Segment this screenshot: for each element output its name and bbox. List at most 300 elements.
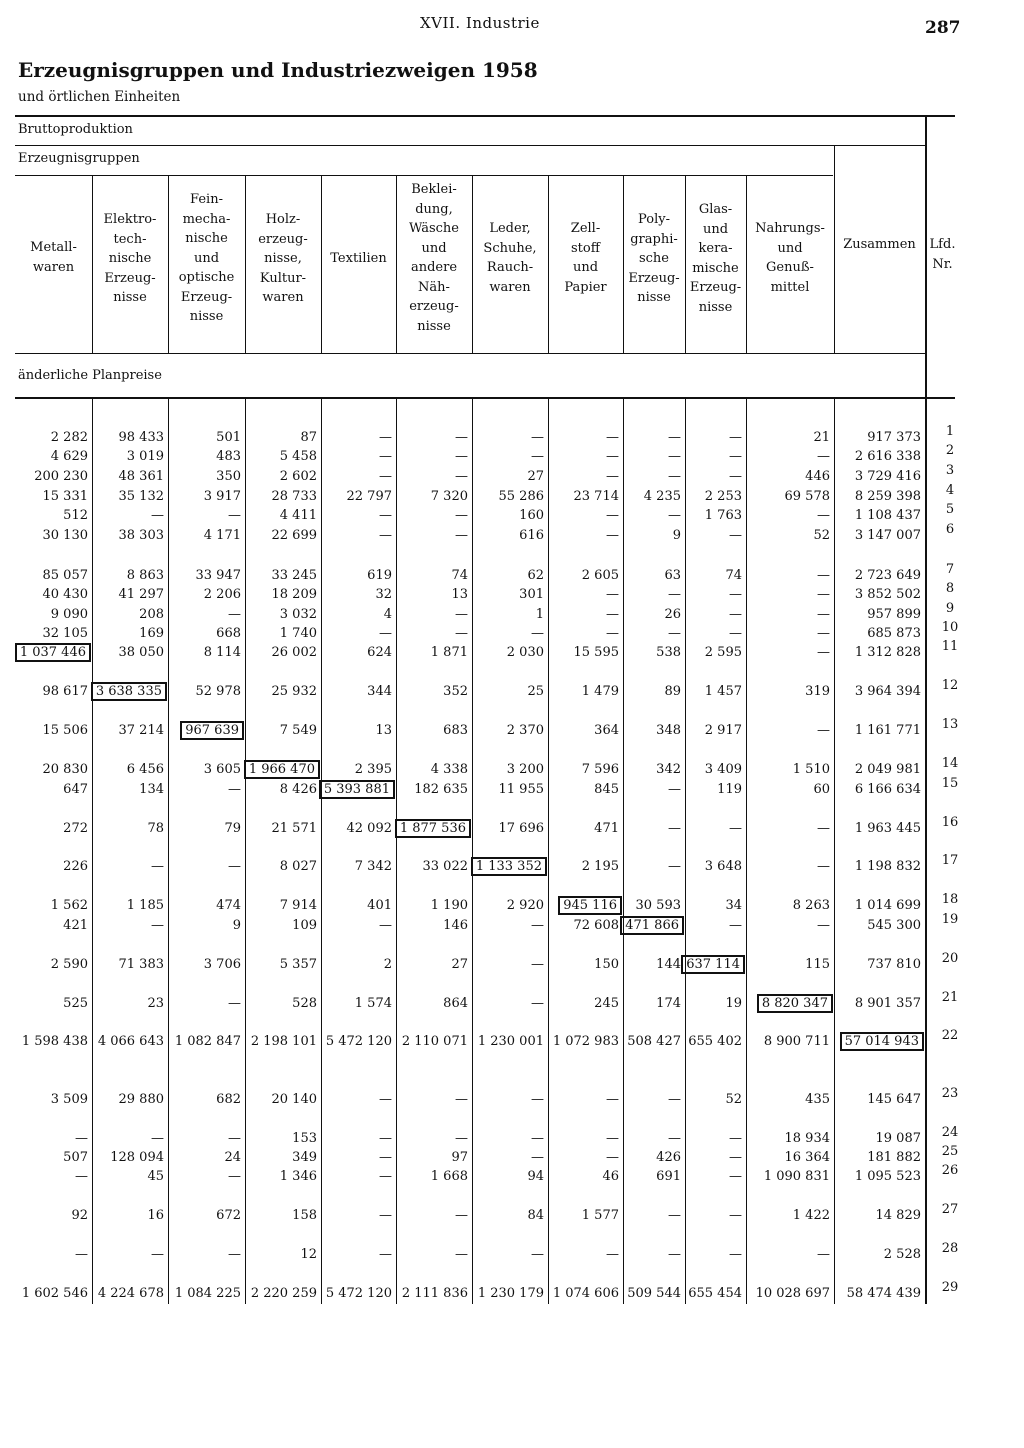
cell-value: 525 bbox=[63, 996, 88, 1011]
cell-value: 7 914 bbox=[279, 898, 317, 913]
table-cell bbox=[644, 487, 681, 506]
table-cell bbox=[204, 760, 241, 779]
cell-value: 18 934 bbox=[784, 1131, 830, 1146]
table-cell bbox=[705, 857, 742, 876]
cell-value: 58 474 439 bbox=[846, 1286, 921, 1301]
cell-value: 115 bbox=[805, 957, 830, 972]
table-cell bbox=[272, 566, 318, 585]
column-header-10 bbox=[685, 200, 746, 317]
cell-value: 7 342 bbox=[354, 859, 392, 874]
cell-value: 119 bbox=[717, 782, 742, 797]
table-cell bbox=[531, 955, 544, 974]
cell-value: — bbox=[817, 723, 830, 738]
cell-value: — bbox=[379, 1247, 392, 1262]
cell-value: 2 bbox=[383, 957, 392, 972]
table-cell bbox=[98, 1032, 164, 1051]
table-cell bbox=[785, 487, 831, 506]
cell-value: 38 303 bbox=[118, 528, 164, 543]
cell-value: 9 090 bbox=[50, 607, 88, 622]
cell-value: 1 763 bbox=[704, 508, 742, 523]
cell-value: 1 230 001 bbox=[477, 1034, 544, 1049]
column-header-line: Fein- bbox=[190, 192, 223, 207]
table-cell bbox=[817, 819, 830, 838]
cell-value: 21 571 bbox=[271, 821, 317, 836]
rule-colheads bbox=[15, 353, 925, 354]
table-cell bbox=[228, 857, 241, 876]
section-header: XVII. Industrie bbox=[420, 14, 540, 32]
cell-value: — bbox=[228, 1131, 241, 1146]
table-cell bbox=[725, 896, 742, 915]
table-cell bbox=[196, 566, 242, 585]
cell-value: 401 bbox=[367, 898, 392, 913]
cell-value: 647 bbox=[63, 782, 88, 797]
table-cell bbox=[196, 682, 242, 701]
table-cell bbox=[855, 487, 921, 506]
cell-value: 864 bbox=[443, 996, 468, 1011]
cell-value: — bbox=[379, 528, 392, 543]
cell-value: 683 bbox=[443, 723, 468, 738]
cell-value: 169 bbox=[139, 626, 164, 641]
table-cell bbox=[43, 526, 89, 545]
cell-value: 5 472 120 bbox=[325, 1034, 392, 1049]
table-cell bbox=[51, 447, 88, 466]
cell-value: 2 616 338 bbox=[854, 449, 921, 464]
cell-value: 1 510 bbox=[792, 762, 830, 777]
cell-value: — bbox=[817, 449, 830, 464]
cell-value: 2 198 101 bbox=[250, 1034, 317, 1049]
cell-value: — bbox=[455, 1131, 468, 1146]
diagonal-value: 1 133 352 bbox=[471, 857, 547, 876]
cell-value: 145 647 bbox=[867, 1092, 921, 1107]
zusammen-divider bbox=[834, 146, 835, 176]
cell-value: 2 395 bbox=[354, 762, 392, 777]
cell-value: 23 714 bbox=[573, 489, 619, 504]
table-cell bbox=[355, 994, 392, 1013]
table-cell bbox=[228, 780, 241, 799]
table-cell bbox=[216, 1090, 241, 1109]
cell-value: — bbox=[606, 1131, 619, 1146]
cell-value: — bbox=[379, 508, 392, 523]
cell-value: 16 bbox=[147, 1208, 164, 1223]
column-header-line: Glas- bbox=[698, 202, 733, 217]
table-row bbox=[0, 951, 1024, 974]
diagonal-value: 471 866 bbox=[620, 916, 684, 935]
table-cell bbox=[280, 780, 317, 799]
table-row bbox=[0, 483, 1024, 506]
cell-value: — bbox=[729, 1131, 742, 1146]
cell-value: — bbox=[729, 918, 742, 933]
cell-value: 344 bbox=[367, 684, 392, 699]
cell-value: 30 593 bbox=[635, 898, 681, 913]
table-cell bbox=[280, 624, 317, 643]
table-cell bbox=[379, 624, 392, 643]
column-header-line: Wäsche bbox=[408, 221, 459, 236]
table-cell bbox=[668, 467, 681, 486]
cell-value: 16 364 bbox=[784, 1150, 830, 1165]
cell-value: 19 bbox=[725, 996, 742, 1011]
cell-value: — bbox=[729, 528, 742, 543]
table-cell bbox=[204, 487, 241, 506]
diagonal-value: 1 877 536 bbox=[395, 819, 471, 838]
column-header-line: nisse bbox=[637, 290, 671, 305]
table-cell bbox=[280, 721, 317, 740]
table-cell bbox=[127, 447, 164, 466]
cell-value: — bbox=[606, 449, 619, 464]
table-cell bbox=[224, 1148, 241, 1167]
cell-value: — bbox=[228, 607, 241, 622]
cell-value: — bbox=[379, 626, 392, 641]
row-number: 27 bbox=[941, 1202, 959, 1217]
cell-value: 4 235 bbox=[643, 489, 681, 504]
cell-value: — bbox=[531, 1150, 544, 1165]
column-header-line: Beklei- bbox=[411, 182, 457, 197]
cell-value: — bbox=[729, 587, 742, 602]
table-row bbox=[0, 562, 1024, 585]
erzeugnisgruppen-label: Erzeugnisgruppen bbox=[18, 151, 140, 166]
table-cell bbox=[51, 955, 88, 974]
table-row bbox=[0, 815, 1024, 838]
cell-value: 2 110 071 bbox=[401, 1034, 468, 1049]
table-cell bbox=[725, 1090, 742, 1109]
row-number: 11 bbox=[941, 639, 959, 654]
table-cell bbox=[119, 1090, 165, 1109]
cell-value: — bbox=[729, 821, 742, 836]
table-cell bbox=[147, 1206, 164, 1225]
table-row bbox=[0, 443, 1024, 466]
table-cell bbox=[204, 526, 241, 545]
cell-value: 2 030 bbox=[506, 645, 544, 660]
cell-value: 9 bbox=[672, 528, 681, 543]
table-cell bbox=[668, 857, 681, 876]
cell-value: — bbox=[606, 1092, 619, 1107]
cell-value: 1 602 546 bbox=[21, 1286, 88, 1301]
table-cell bbox=[43, 682, 89, 701]
cell-value: — bbox=[75, 1169, 88, 1184]
table-cell bbox=[606, 1245, 619, 1264]
column-header-line: Nr. bbox=[932, 256, 953, 272]
cell-value: 1 346 bbox=[279, 1169, 317, 1184]
table-cell bbox=[51, 428, 88, 447]
cell-value: — bbox=[668, 821, 681, 836]
column-header-line: kera- bbox=[698, 241, 733, 256]
cell-value: 6 456 bbox=[126, 762, 164, 777]
table-cell bbox=[280, 896, 317, 915]
table-cell bbox=[817, 643, 830, 662]
column-header-line: optische bbox=[178, 270, 235, 285]
cell-value: 508 427 bbox=[627, 1034, 681, 1049]
table-cell bbox=[431, 1167, 468, 1186]
rule-erzeugnisgruppen bbox=[15, 175, 833, 176]
table-cell bbox=[451, 585, 468, 604]
cell-value: 364 bbox=[594, 723, 619, 738]
row-number: 12 bbox=[941, 678, 959, 693]
table-cell bbox=[855, 780, 921, 799]
diagonal-value: 57 014 943 bbox=[840, 1032, 924, 1051]
table-cell bbox=[582, 760, 619, 779]
table-cell bbox=[867, 1090, 921, 1109]
table-cell bbox=[606, 1129, 619, 1148]
cell-value: — bbox=[729, 1247, 742, 1262]
table-row bbox=[0, 581, 1024, 604]
table-cell bbox=[379, 1206, 392, 1225]
cell-value: 2 917 bbox=[704, 723, 742, 738]
table-row bbox=[0, 756, 1024, 779]
table-cell bbox=[272, 585, 318, 604]
table-cell bbox=[867, 955, 921, 974]
cell-value: — bbox=[668, 430, 681, 445]
table-cell bbox=[63, 994, 88, 1013]
cell-value: — bbox=[817, 568, 830, 583]
table-cell bbox=[402, 1284, 468, 1303]
column-header-line: Poly- bbox=[638, 212, 670, 227]
table-cell bbox=[527, 1167, 544, 1186]
table-cell bbox=[216, 447, 241, 466]
table-cell bbox=[594, 994, 619, 1013]
cell-value: — bbox=[668, 508, 681, 523]
table-cell bbox=[729, 605, 742, 624]
cell-value: — bbox=[531, 957, 544, 972]
cell-value: 20 140 bbox=[271, 1092, 317, 1107]
table-cell bbox=[817, 447, 830, 466]
cell-value: 446 bbox=[805, 469, 830, 484]
column-header-7 bbox=[472, 219, 548, 297]
cell-value: — bbox=[379, 430, 392, 445]
table-row bbox=[0, 502, 1024, 525]
column-header-line: mische bbox=[692, 260, 739, 276]
table-cell bbox=[51, 1090, 88, 1109]
table-cell bbox=[63, 1148, 88, 1167]
table-cell bbox=[251, 1032, 317, 1051]
table-cell bbox=[884, 1245, 921, 1264]
table-cell bbox=[379, 467, 392, 486]
table-cell bbox=[292, 1148, 317, 1167]
table-cell bbox=[855, 585, 921, 604]
table-cell bbox=[817, 857, 830, 876]
cell-value: 13 bbox=[451, 587, 468, 602]
column-header-line: waren bbox=[489, 279, 531, 295]
table-cell bbox=[668, 1090, 681, 1109]
table-row bbox=[0, 1028, 1024, 1051]
table-cell bbox=[292, 994, 317, 1013]
cell-value: 512 bbox=[63, 508, 88, 523]
cell-value: 1 072 983 bbox=[552, 1034, 619, 1049]
cell-value: 509 544 bbox=[627, 1286, 681, 1301]
cell-value: 3 019 bbox=[126, 449, 164, 464]
cell-value: 349 bbox=[292, 1150, 317, 1165]
table-cell bbox=[224, 819, 241, 838]
table-cell bbox=[855, 760, 921, 779]
cell-value: — bbox=[729, 430, 742, 445]
table-cell bbox=[379, 916, 392, 935]
cell-value: 128 094 bbox=[110, 1150, 164, 1165]
table-cell bbox=[455, 526, 468, 545]
table-cell bbox=[705, 506, 742, 525]
page-subtitle: und örtlichen Einheiten bbox=[18, 89, 181, 105]
column-header-line: Textilien bbox=[330, 251, 387, 266]
column-header-line: mecha- bbox=[182, 211, 231, 227]
cell-value: 52 bbox=[813, 528, 830, 543]
table-row bbox=[0, 463, 1024, 486]
table-cell bbox=[507, 643, 544, 662]
diagonal-value: 5 393 881 bbox=[319, 780, 395, 799]
table-cell bbox=[606, 605, 619, 624]
column-header-line: Kultur- bbox=[259, 270, 307, 286]
table-cell bbox=[63, 857, 88, 876]
table-cell bbox=[402, 1032, 468, 1051]
row-number: 18 bbox=[941, 892, 959, 907]
table-cell bbox=[574, 643, 620, 662]
table-cell bbox=[729, 1129, 742, 1148]
cell-value: — bbox=[151, 918, 164, 933]
table-cell bbox=[292, 1129, 317, 1148]
table-cell bbox=[43, 487, 89, 506]
column-header-line: nisse bbox=[698, 299, 733, 315]
table-cell bbox=[379, 428, 392, 447]
table-cell bbox=[855, 721, 921, 740]
table-cell bbox=[668, 819, 681, 838]
cell-value: 917 373 bbox=[867, 430, 921, 445]
table-cell bbox=[855, 467, 921, 486]
table-cell bbox=[151, 916, 164, 935]
table-cell bbox=[507, 760, 544, 779]
column-header-4 bbox=[245, 210, 321, 308]
cell-value: — bbox=[729, 469, 742, 484]
cell-value: — bbox=[817, 821, 830, 836]
table-cell bbox=[729, 1206, 742, 1225]
table-cell bbox=[395, 819, 471, 838]
cell-value: 8 900 711 bbox=[763, 1034, 830, 1049]
cell-value: 208 bbox=[139, 607, 164, 622]
cell-value: 3 509 bbox=[50, 1092, 88, 1107]
cell-value: 2 253 bbox=[704, 489, 742, 504]
table-cell bbox=[527, 1206, 544, 1225]
table-cell bbox=[63, 819, 88, 838]
table-cell bbox=[431, 896, 468, 915]
column-header-line: dung, bbox=[415, 201, 453, 217]
table-cell bbox=[705, 760, 742, 779]
cell-value: 737 810 bbox=[867, 957, 921, 972]
row-number: 2 bbox=[945, 443, 955, 458]
table-cell bbox=[455, 447, 468, 466]
column-header-5 bbox=[321, 249, 396, 269]
table-cell bbox=[729, 1167, 742, 1186]
table-cell bbox=[507, 721, 544, 740]
row-number: 26 bbox=[941, 1163, 959, 1178]
table-cell bbox=[876, 1129, 922, 1148]
table-cell bbox=[180, 721, 244, 740]
table-cell bbox=[527, 566, 544, 585]
page-number: 287 bbox=[925, 18, 961, 38]
cell-value: — bbox=[817, 645, 830, 660]
cell-value: 474 bbox=[216, 898, 241, 913]
table-cell bbox=[664, 682, 681, 701]
cell-value: — bbox=[75, 1131, 88, 1146]
column-header-line: und bbox=[777, 240, 803, 256]
table-cell bbox=[204, 585, 241, 604]
table-cell bbox=[119, 467, 165, 486]
cell-value: 98 433 bbox=[118, 430, 164, 445]
table-cell bbox=[664, 566, 681, 585]
table-row bbox=[0, 1125, 1024, 1148]
table-cell bbox=[251, 1284, 317, 1303]
table-cell bbox=[867, 428, 921, 447]
cell-value: 1 577 bbox=[581, 1208, 619, 1223]
column-header-3 bbox=[168, 190, 245, 327]
cell-value: 1 740 bbox=[279, 626, 317, 641]
cell-value: 4 066 643 bbox=[97, 1034, 164, 1049]
column-header-line: Erzeug- bbox=[628, 270, 680, 286]
table-cell bbox=[531, 1129, 544, 1148]
table-row bbox=[0, 620, 1024, 643]
cell-value: 69 578 bbox=[784, 489, 830, 504]
cell-value: 2 206 bbox=[203, 587, 241, 602]
cell-value: 845 bbox=[594, 782, 619, 797]
table-cell bbox=[292, 1206, 317, 1225]
table-cell bbox=[228, 994, 241, 1013]
cell-value: — bbox=[729, 449, 742, 464]
table-cell bbox=[785, 1148, 831, 1167]
table-cell bbox=[855, 526, 921, 545]
cell-value: 40 430 bbox=[42, 587, 88, 602]
cell-value: 35 132 bbox=[118, 489, 164, 504]
table-cell bbox=[379, 506, 392, 525]
table-cell bbox=[855, 643, 921, 662]
cell-value: 15 506 bbox=[42, 723, 88, 738]
table-cell bbox=[280, 605, 317, 624]
table-cell bbox=[656, 955, 681, 974]
column-header-line: Rauch- bbox=[486, 260, 534, 275]
cell-value: — bbox=[379, 918, 392, 933]
table-cell bbox=[431, 643, 468, 662]
table-cell bbox=[63, 780, 88, 799]
cell-value: 3 917 bbox=[203, 489, 241, 504]
cell-value: 38 050 bbox=[118, 645, 164, 660]
cell-value: 153 bbox=[292, 1131, 317, 1146]
cell-value: 2 195 bbox=[581, 859, 619, 874]
cell-value: 8 901 357 bbox=[854, 996, 921, 1011]
cell-value: 7 320 bbox=[430, 489, 468, 504]
cell-value: — bbox=[455, 469, 468, 484]
table-cell bbox=[147, 1167, 164, 1186]
cell-value: — bbox=[455, 528, 468, 543]
table-cell bbox=[757, 994, 833, 1013]
cell-value: 8 863 bbox=[126, 568, 164, 583]
cell-value: 17 696 bbox=[498, 821, 544, 836]
cell-value: 1 190 bbox=[430, 898, 468, 913]
table-cell bbox=[455, 467, 468, 486]
planpreise-label: änderliche Planpreise bbox=[18, 368, 162, 383]
table-cell bbox=[705, 721, 742, 740]
cell-value: 182 635 bbox=[414, 782, 468, 797]
table-cell bbox=[606, 1148, 619, 1167]
table-cell bbox=[574, 916, 620, 935]
table-cell bbox=[228, 605, 241, 624]
cell-value: 1 574 bbox=[354, 996, 392, 1011]
cell-value: — bbox=[817, 607, 830, 622]
table-cell bbox=[98, 1284, 164, 1303]
table-cell bbox=[244, 760, 320, 779]
table-cell bbox=[668, 428, 681, 447]
table-cell bbox=[455, 605, 468, 624]
cell-value: 483 bbox=[216, 449, 241, 464]
column-header-line: Genuß- bbox=[766, 260, 814, 275]
cell-value: 5 458 bbox=[279, 449, 317, 464]
row-number: 1 bbox=[945, 424, 955, 439]
cell-value: 1 598 438 bbox=[21, 1034, 88, 1049]
row-number: 28 bbox=[941, 1241, 959, 1256]
cell-value: 2 528 bbox=[883, 1247, 921, 1262]
cell-value: — bbox=[729, 1208, 742, 1223]
